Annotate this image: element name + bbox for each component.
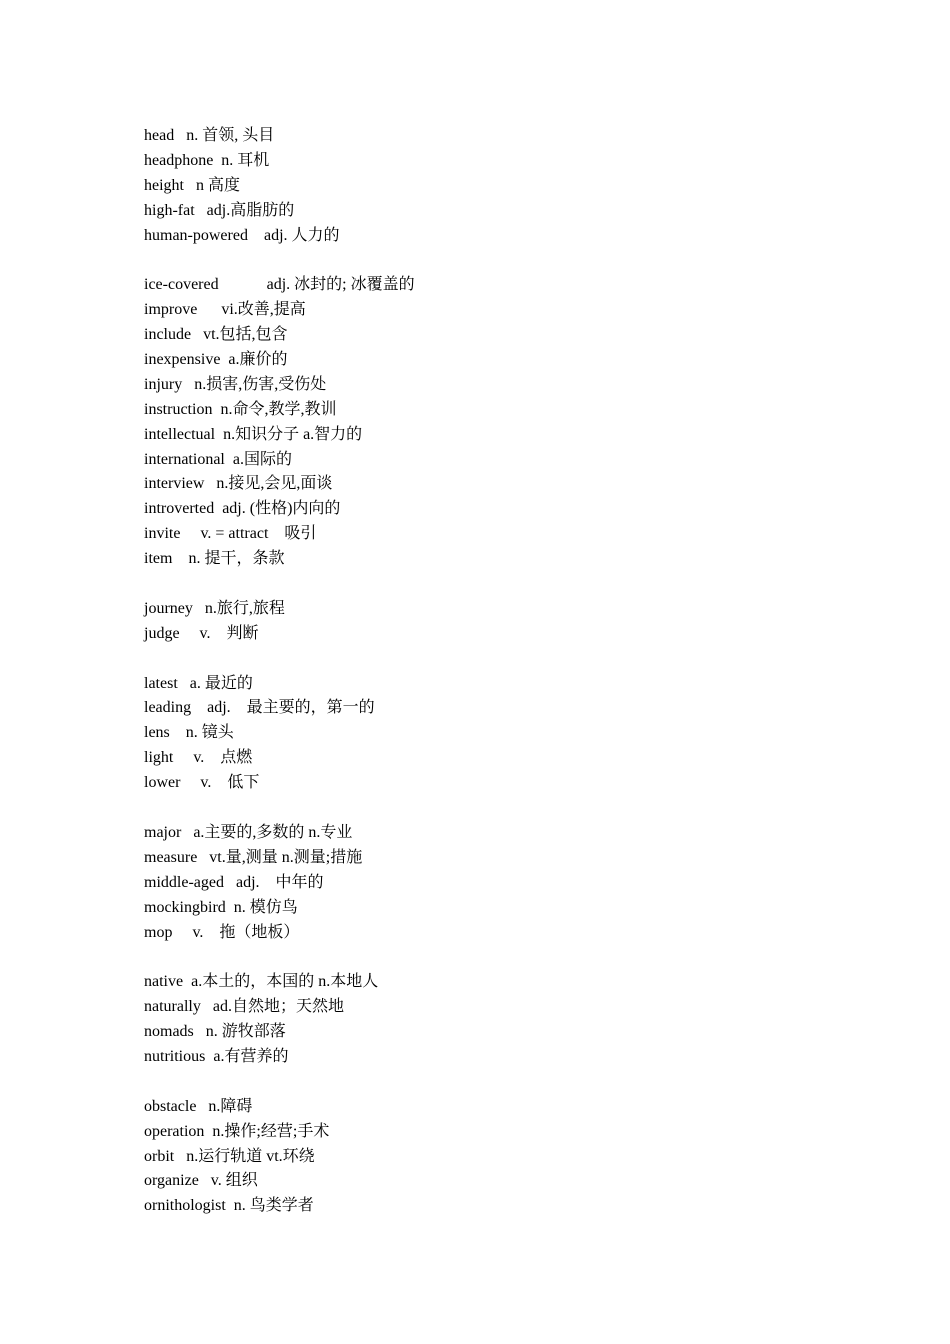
vocab-entry: introverted adj. (性格)内向的 <box>144 500 341 518</box>
vocab-entry: operation n.操作;经营;手术 <box>144 1122 330 1140</box>
vocab-entry: nomads n. 游牧部落 <box>144 1023 286 1041</box>
vocab-entry: lens n. 镜头 <box>144 724 234 742</box>
vocab-entry: judge v. 判断 <box>144 624 259 642</box>
vocab-entry: journey n.旅行,旅程 <box>144 599 285 617</box>
section-gap <box>144 945 844 970</box>
vocab-entry: human-powered adj. 人力的 <box>144 226 340 244</box>
vocab-entry: headphone n. 耳机 <box>144 151 270 169</box>
vocab-entry: height n 高度 <box>144 176 240 194</box>
vocab-entry: international a.国际的 <box>144 450 292 468</box>
vocab-entry: ice-covered adj. 冰封的; 冰覆盖的 <box>144 276 415 294</box>
vocab-entry: latest a. 最近的 <box>144 674 253 692</box>
section-gap <box>144 647 844 672</box>
vocab-entry: lower v. 低下 <box>144 774 260 792</box>
section-gap <box>144 248 844 273</box>
vocab-entry: ornithologist n. 鸟类学者 <box>144 1197 314 1215</box>
vocab-entry: obstacle n.障碍 <box>144 1097 253 1115</box>
vocab-entry: light v. 点燃 <box>144 749 253 767</box>
vocab-entry: measure vt.量,测量 n.测量;措施 <box>144 848 363 866</box>
vocab-entry: injury n.损害,伤害,受伤处 <box>144 375 327 393</box>
vocab-entry: organize v. 组织 <box>144 1172 258 1190</box>
vocab-entry: invite v. = attract 吸引 <box>144 525 317 543</box>
vocab-entry: mockingbird n. 模仿鸟 <box>144 898 298 916</box>
vocab-entry: include vt.包括,包含 <box>144 326 288 344</box>
vocab-entry: instruction n.命令,教学,教训 <box>144 400 337 418</box>
vocab-entry: mop v. 拖（地板） <box>144 923 300 941</box>
vocab-entry: improve vi.改善,提高 <box>144 301 306 319</box>
section-gap <box>144 1070 844 1095</box>
section-gap <box>144 572 844 597</box>
vocab-entry: inexpensive a.廉价的 <box>144 351 288 369</box>
vocab-entry: leading adj. 最主要的，第一的 <box>144 699 375 717</box>
vocab-entry: nutritious a.有营养的 <box>144 1047 289 1065</box>
vocabulary-list <box>144 124 844 1219</box>
vocab-entry: middle-aged adj. 中年的 <box>144 873 324 891</box>
vocab-entry: major a.主要的,多数的 n.专业 <box>144 823 353 841</box>
vocab-entry: orbit n.运行轨道 vt.环绕 <box>144 1147 315 1165</box>
vocab-entry: high-fat adj.高脂肪的 <box>144 201 295 219</box>
section-gap <box>144 796 844 821</box>
vocab-entry: intellectual n.知识分子 a.智力的 <box>144 425 363 443</box>
vocab-entry: head n. 首领, 头目 <box>144 127 275 144</box>
vocab-entry: native a.本土的，本国的 n.本地人 <box>144 973 379 991</box>
vocab-entry: item n. 提干，条款 <box>144 550 285 568</box>
vocab-entry: naturally ad.自然地；天然地 <box>144 998 344 1016</box>
vocab-entry: interview n.接见,会见,面谈 <box>144 475 333 493</box>
